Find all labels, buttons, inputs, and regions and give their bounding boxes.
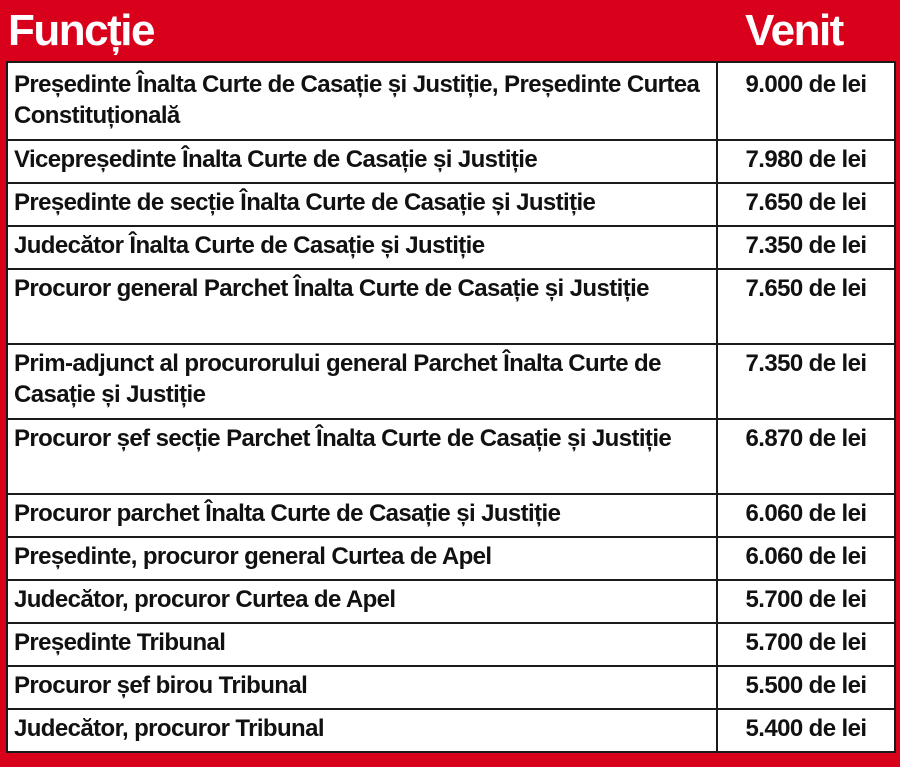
income-cell: 6.870 de lei [717,419,895,494]
function-cell: Procuror parchet Înalta Curte de Casație și Justiție [7,494,717,537]
income-cell: 6.060 de lei [717,494,895,537]
function-cell: Judecător Înalta Curte de Casație și Justiție [7,226,717,269]
function-cell: Președinte, procuror general Curtea de Apel [7,537,717,580]
function-cell: Vicepreședinte Înalta Curte de Casație și Justiție [7,140,717,183]
income-cell: 5.700 de lei [717,623,895,666]
income-cell: 6.060 de lei [717,537,895,580]
income-cell: 5.700 de lei [717,580,895,623]
table-row [7,62,895,140]
table-row [7,494,895,537]
table-row [7,623,895,666]
function-cell: Procuror șef birou Tribunal [7,666,717,709]
function-cell: Prim-adjunct al procurorului general Parchet Înalta Curte de Casație și Justiție [7,344,717,419]
function-cell: Judecător, procuror Curtea de Apel [7,580,717,623]
income-cell: 7.650 de lei [717,269,895,344]
table-row [7,537,895,580]
table-header [6,0,894,61]
income-cell: 9.000 de lei [717,62,895,140]
table-row [7,344,895,419]
table-row [7,269,895,344]
income-cell: 7.980 de lei [717,140,895,183]
function-cell: Procuror șef secție Parchet Înalta Curte de Casație și Justiție [7,419,717,494]
table-row [7,419,895,494]
income-cell: 5.500 de lei [717,666,895,709]
function-cell: Președinte de secție Înalta Curte de Casație și Justiție [7,183,717,226]
function-cell: Procuror general Parchet Înalta Curte de Casație și Justiție [7,269,717,344]
table-row [7,140,895,183]
income-cell: 5.400 de lei [717,709,895,752]
function-cell: Președinte Tribunal [7,623,717,666]
income-cell: 7.650 de lei [717,183,895,226]
function-cell: Judecător, procuror Tribunal [7,709,717,752]
salary-table [6,61,896,753]
income-cell: 7.350 de lei [717,226,895,269]
income-cell: 7.350 de lei [717,344,895,419]
table-row [7,666,895,709]
function-cell: Președinte Înalta Curte de Casație și Justiție, Președinte Curtea Constituțională [7,62,717,140]
header-function: Funcție [8,5,154,55]
table-row [7,226,895,269]
header-income: Venit [745,5,843,55]
table-row [7,709,895,752]
table-row [7,580,895,623]
table-row [7,183,895,226]
